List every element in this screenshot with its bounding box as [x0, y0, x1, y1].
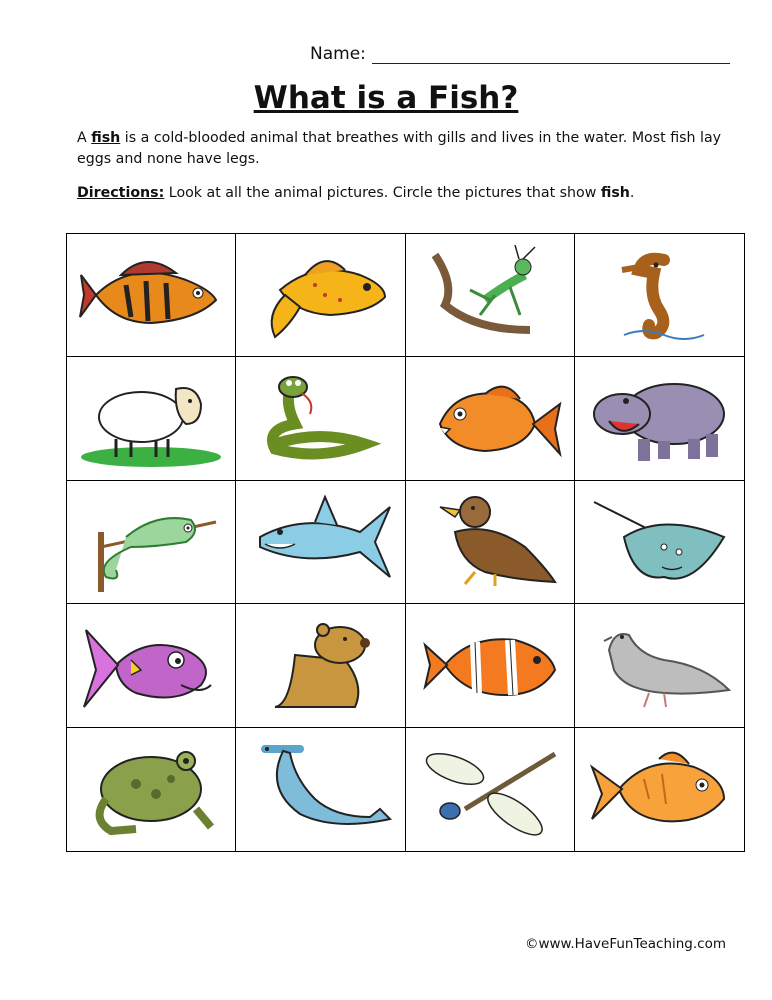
- chameleon-icon: [76, 492, 226, 592]
- dragonfly-icon: [415, 739, 565, 839]
- cell-eagle[interactable]: [406, 481, 575, 604]
- cell-snake[interactable]: [236, 357, 405, 480]
- intro-paragraph: [77, 128, 729, 170]
- praying-mantis-icon: [415, 245, 565, 345]
- name-label: Name:: [310, 44, 366, 64]
- eagle-icon: [415, 492, 565, 592]
- cell-hammerhead-shark[interactable]: [236, 728, 405, 851]
- copyright-footer: ©www.HaveFunTeaching.com: [524, 936, 726, 952]
- bear-icon: [245, 615, 395, 715]
- clownfish-icon: [415, 615, 565, 715]
- cell-seahorse[interactable]: [575, 234, 744, 357]
- goldfish-icon: [584, 739, 734, 839]
- worksheet-title: What is a Fish?: [253, 80, 519, 116]
- yellow-fish-icon: [245, 245, 395, 345]
- directions-text: Look at all the animal pictures. Circle the pictures that show: [164, 185, 601, 201]
- directions: [77, 185, 729, 201]
- directions-keyword: fish: [600, 185, 630, 201]
- cell-yellow-fish[interactable]: [236, 234, 405, 357]
- cell-dragonfly[interactable]: [406, 728, 575, 851]
- directions-label: Directions:: [77, 185, 165, 201]
- cell-orange-fish[interactable]: [406, 357, 575, 480]
- tropical-fish-icon: [76, 245, 226, 345]
- pigeon-icon: [584, 615, 734, 715]
- cell-bear[interactable]: [236, 604, 405, 727]
- cell-clownfish[interactable]: [406, 604, 575, 727]
- intro-keyword: fish: [91, 130, 121, 146]
- cell-stingray[interactable]: [575, 481, 744, 604]
- cell-goldfish[interactable]: [575, 728, 744, 851]
- shark-icon: [245, 492, 395, 592]
- purple-fish-icon: [76, 615, 226, 715]
- cell-shark[interactable]: [236, 481, 405, 604]
- stingray-icon: [584, 492, 734, 592]
- hippo-icon: [584, 369, 734, 469]
- orange-fish-icon: [415, 369, 565, 469]
- snake-icon: [245, 369, 395, 469]
- name-input-line[interactable]: [372, 47, 730, 64]
- cell-sheep[interactable]: [67, 357, 236, 480]
- cell-hippo[interactable]: [575, 357, 744, 480]
- cell-praying-mantis[interactable]: [406, 234, 575, 357]
- animal-grid: [66, 233, 745, 852]
- cell-pigeon[interactable]: [575, 604, 744, 727]
- cell-tropical-fish[interactable]: [67, 234, 236, 357]
- directions-end: .: [629, 185, 635, 201]
- hammerhead-shark-icon: [245, 739, 395, 839]
- intro-prefix: A: [77, 130, 92, 146]
- cell-purple-fish[interactable]: [67, 604, 236, 727]
- cell-frog[interactable]: [67, 728, 236, 851]
- seahorse-icon: [584, 245, 734, 345]
- name-row: [310, 44, 730, 64]
- sheep-icon: [76, 369, 226, 469]
- frog-icon: [76, 739, 226, 839]
- cell-chameleon[interactable]: [67, 481, 236, 604]
- intro-text: is a cold-blooded animal that breathes with gills and lives in the water. Most fish lay eggs and none have legs.: [77, 130, 722, 167]
